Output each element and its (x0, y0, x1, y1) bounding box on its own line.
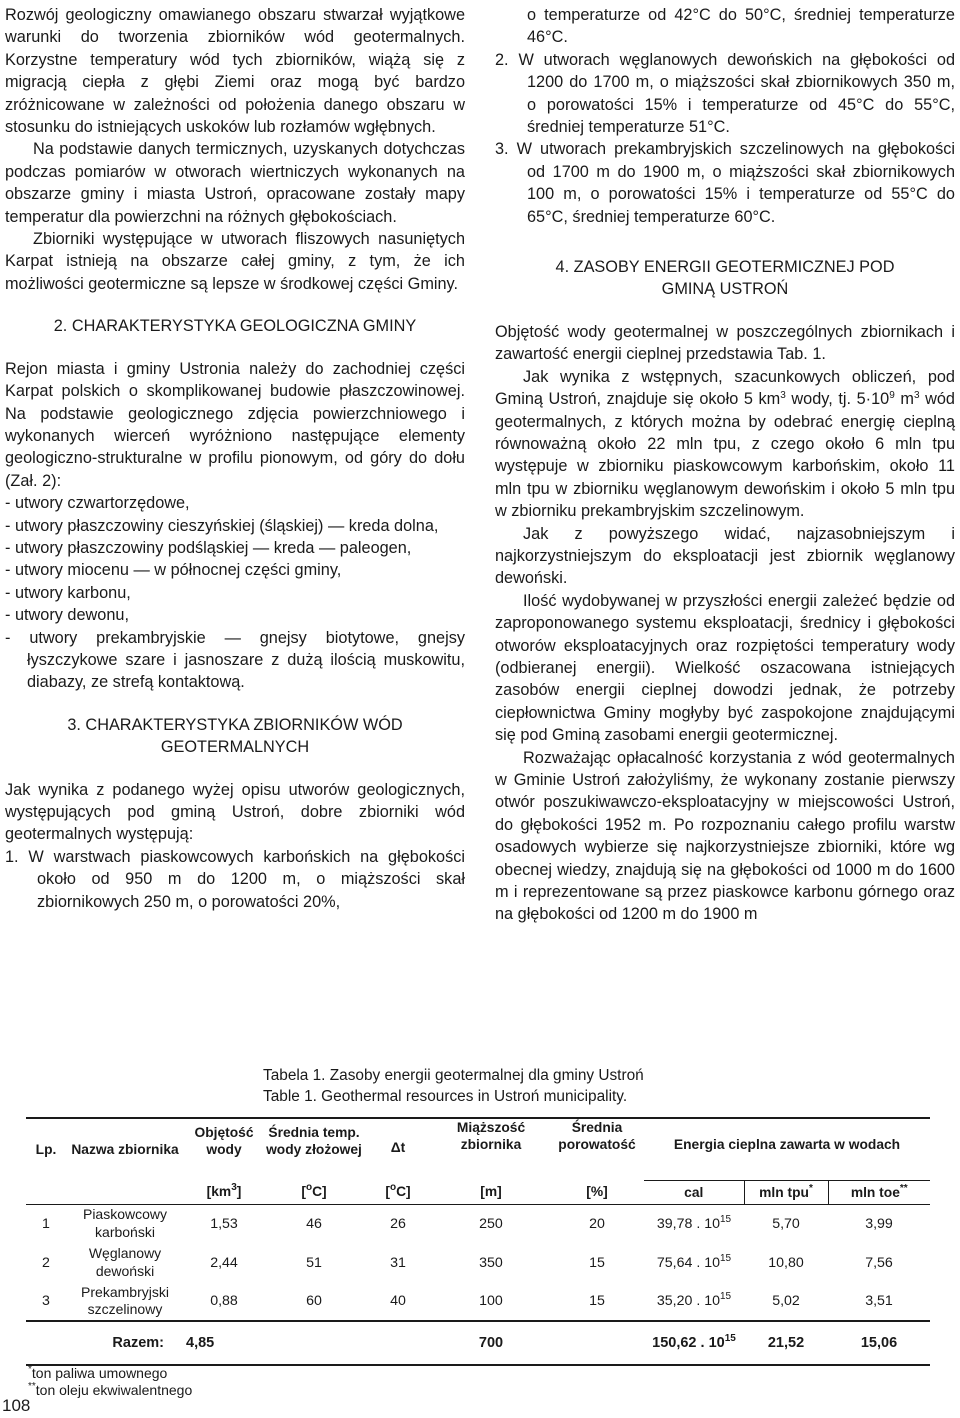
paragraph: Rozważając opłacalność korzystania z wód geotermalnych w Gminie Ustroń założyliśmy, że wykonany zostanie pierwszy otwór poszukiwawczo-eksploatacyjny w miejscowości Ustroń, do głębokości 1952 m. Po rozpoznaniu całego profilu warstw osadowych wybierze się najkorzystniejsze zbiorniki, które wg obecnej wiedzy, znajdują się na głębokości od 1000 m do 1600 m i reprezentowane są przez piaskowce karbonu górnego oraz na głębokości od 1200 m do 1900 m (495, 748, 955, 924)
list-item: 2. W utworach węglanowych dewońskich na głębokości od 1200 do 1700 m, o miąższości skał zbiornikowych 350 m, o porowatości 15% i temperaturze od 45°C do 55°C, średniej temperaturze 51°C. (495, 50, 955, 137)
header-energy: Energia cieplna zawarta w wodach (673, 1137, 901, 1152)
page-number: 108 (2, 1396, 31, 1415)
list-item: 1. W warstwach piaskowcowych karbońskich na głębokości około od 950 m do 1200 m, o miąższości skał zbiornikowych 250 m, o porowatości 20%, (5, 847, 465, 911)
paragraph: Jak wynika z wstępnych, szacunkowych obliczeń, pod Gminą Ustroń, znajduje się około 5 $km^3$ wody, tj. $5\cdot 10^9$ $m^3$ wód geotermalnych, z których można by odebrać energię cieplną równoważną około 22 mln tpu, z czego około 6 mln tpu występuje w zbiorniku piaskowcowym karbońskim, około 11 mln tpu w zbiorniku węglanowym dewońskim i około 5 mln tpu w zbiorniku prekambryjskim szczelinowym. (495, 367, 955, 521)
table-row: 3 Prekambryjski szczelinowy 0,88 60 40 100 15 35,20 . $10^{15}$ 5,02 3,51 (26, 1282, 930, 1321)
table-row: 1 Piaskowcowy karboński 1,53 46 26 250 20 39,78 . $10^{15}$ 5,70 3,99 (26, 1204, 930, 1243)
header-porosity: Średnia porowatość (558, 1120, 636, 1152)
heading-line: 4. ZASOBY ENERGII GEOTERMICZNEJ POD (555, 258, 895, 277)
formation-list (5, 492, 465, 694)
paragraph: Rozwój geologiczny omawianego obszaru stwarzał wyjątkowe warunki do tworzenia zbiorników wód geotermalnych. Korzystne temperatury wód tych zbiorników, wiążą się z migracją ciepła z głębi Ziemi oraz mogą być bardzo zróżnicowane w zależności od położenia danego obszaru w stosunku do istniejących uskoków lub rozłamów wgłębnych. (5, 6, 465, 137)
section-heading-2: 2. CHARAKTERYSTYKA GEOLOGICZNA GMINY (53, 317, 417, 336)
right-column (495, 4, 955, 926)
heading-line: 3. CHARAKTERYSTYKA ZBIORNIKÓW WÓD (67, 715, 403, 734)
table-total-row: Razem: 4,85 700 150,62 . $10^{15}$ 21,52 15,06 (26, 1321, 930, 1365)
section-heading-3 (5, 714, 465, 759)
list-item: 3. W utworach prekambryjskich szczelinowych na głębokości od 1700 m do 1900 m, o miąższości skał zbiornikowych 100 m, o porowatości 15% i temperaturze od 55°C do 65°C, średniej temperaturze 60°C. (495, 140, 955, 226)
list-item: - utwory płaszczowiny cieszyńskiej (śląskiej) — kreda dolna, (5, 516, 439, 535)
list-item: - utwory płaszczowiny podśląskiej — kreda — paleogen, (5, 538, 412, 557)
left-column (5, 4, 465, 913)
paragraph: Jak wynika z podanego wyżej opisu utworów geologicznych, występujących pod gminą Ustroń, dobre zbiorniki wód geotermalnych występują: (5, 780, 465, 844)
list-item: - utwory karbonu, (5, 583, 131, 602)
section-heading-4 (495, 256, 955, 301)
heading-line: GEOTERMALNYCH (160, 738, 310, 757)
caption-polish: Tabela 1. Zasoby energii geotermalnej dla gminy Ustroń (263, 1067, 644, 1084)
unit-tpu: mln tpu* (744, 1180, 828, 1204)
footnotes (28, 1365, 192, 1399)
unit-porosity: [%] (586, 1184, 608, 1200)
unit-temp: [$^o$C] (301, 1182, 327, 1200)
reservoir-list (5, 846, 465, 913)
caption-english: Table 1. Geothermal resources in Ustroń municipality. (263, 1088, 628, 1105)
list-item: - utwory czwartorzędowe, (5, 494, 190, 513)
unit-thickness: [m] (480, 1184, 502, 1200)
paragraph: Rejon miasta i gminy Ustronia należy do zachodniej części Karpat polskich o skomplikowanej budowie płaszczowinowej. Na podstawie geologicznego zdjęcia powierzchniowego i wykonanych wierceń wyróżniono następujące elementy geologiczno-strukturalne w profilu pionowym, od góry do dołu (Zał. 2): (5, 359, 465, 490)
header-name: Nazwa zbiornika (71, 1142, 179, 1157)
unit-volume: $[km^3]$ (206, 1182, 242, 1200)
unit-cal: cal (644, 1180, 744, 1204)
table-caption (263, 1065, 644, 1107)
paragraph: Zbiorniki występujące w utworach fliszowych nasuniętych Karpat istnieją na obszarze całej gminy, z tym, że ich możliwości geotermiczne są lepsze w środkowej części Gminy. (5, 230, 465, 293)
footnote: **ton oleju ekwiwalentnego (28, 1381, 193, 1398)
header-dt: Δt (390, 1140, 406, 1155)
table-row: 2 Węglanowy dewoński 2,44 51 31 350 15 75,64 . $10^{15}$ 10,80 7,56 (42, 1245, 893, 1279)
paragraph: Objętość wody geotermalnej w poszczególnych zbiornikach i zawartość energii cieplnej przedstawia Tab. 1. (495, 322, 955, 364)
footnote: *ton paliwa umownego (28, 1364, 168, 1381)
paragraph: Ilość wydobywanej w przyszłości energii zależeć będzie od zaproponowanego systemu eksploatacji, średnicy i głębokości otworów eksploatacyjnych oraz rozpiętości temperatury wody (odbieranej energii). Wielkość oszacowana istniejących zasobów energii cieplnej dowodzi jednak, że potrzeby ciepłownictwa Gminy mogłyby być zaspokojone znajdującymi się pod Gminą zasobami energii geotermicznej. (495, 591, 955, 745)
list-item-continuation: o temperaturze od 42°C do 50°C, średniej temperaturze 46°C. (527, 6, 955, 47)
unit-toe: mln toe** (828, 1180, 930, 1204)
list-item: - utwory prekambryjskie — gnejsy biotytowe, gnejsy łyszczykowe szare i jasnoszare z dużą ilością muskowitu, diabazy, ze strefą kontaktową. (5, 628, 465, 692)
header-lp: Lp. (35, 1142, 57, 1157)
resources-table (26, 1117, 930, 1366)
header-volume: Objętość wody (194, 1124, 254, 1157)
unit-dt: [$^o$C] (385, 1182, 411, 1200)
list-item: - utwory dewonu, (5, 606, 129, 625)
paragraph: Jak z powyższego widać, najzasobniejszym i najkorzystniejszym do eksploatacji jest zbiornik węglanowy dewoński. (495, 524, 955, 588)
header-temp: Średnia temp. wody złożowej (266, 1124, 362, 1157)
reservoir-list-continued (495, 4, 955, 228)
header-thickness: Miąższość zbiornika (456, 1120, 526, 1152)
paragraph: Na podstawie danych termicznych, uzyskanych dotychczas podczas pomiarów w otworach wiertniczych wykonanych na obszarze gminy i miasta Ustroń, opracowane zostały mapy temperatur dla powierzchni na różnych głębokościach. (5, 140, 465, 226)
list-item: - utwory miocenu — w północnej części gminy, (5, 561, 342, 580)
heading-line: GMINĄ USTROŃ (661, 280, 789, 299)
